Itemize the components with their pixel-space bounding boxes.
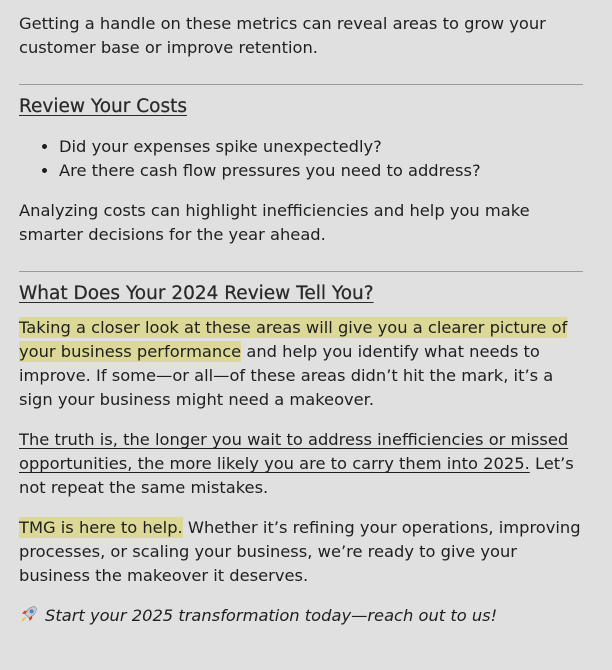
call-to-action <box>19 604 583 628</box>
article-body <box>19 12 583 628</box>
costs-paragraph: Analyzing costs can highlight inefficiencies and help you make smarter decisions for the year ahead. <box>19 201 530 244</box>
costs-bullet-list <box>19 135 583 183</box>
section-divider <box>19 84 583 85</box>
paragraph-text: Whether it’s refining your operations, improving processes, or scaling your business, we’re ready to give your business the makeover it deserves. <box>19 518 581 585</box>
list-item: • Did your expenses spike unexpectedly? <box>59 135 583 159</box>
underlined-text: The truth is, the longer you wait to address inefficiencies or missed opportunities, the more likely you are to carry them into 2025. <box>19 430 569 473</box>
highlighted-text: TMG is here to help. <box>19 518 183 537</box>
paragraph-text: and help you identify what needs to improve. If some—or all—of these areas didn’t hit the mark, it’s a sign your business might need a makeover. <box>19 342 554 409</box>
highlighted-text: Taking a closer look at these areas will give you a clearer picture of your business performance <box>19 318 568 361</box>
review-paragraph-1 <box>19 316 583 412</box>
review-2024-heading: What Does Your 2024 Review Tell You? <box>19 283 374 304</box>
rocket-icon <box>19 604 39 624</box>
review-costs-heading: Review Your Costs <box>19 96 188 117</box>
cta-text: Start your 2025 transformation today—reach out to us! <box>45 606 498 625</box>
paragraph-text: Let’s not repeat the same mistakes. <box>19 454 574 497</box>
review-paragraph-2 <box>19 428 583 500</box>
review-paragraph-3 <box>19 516 583 588</box>
intro-paragraph: Getting a handle on these metrics can reveal areas to grow your customer base or improve retention. <box>19 14 546 57</box>
list-item: • Are there cash flow pressures you need to address? <box>59 159 583 183</box>
section-divider <box>19 271 583 272</box>
